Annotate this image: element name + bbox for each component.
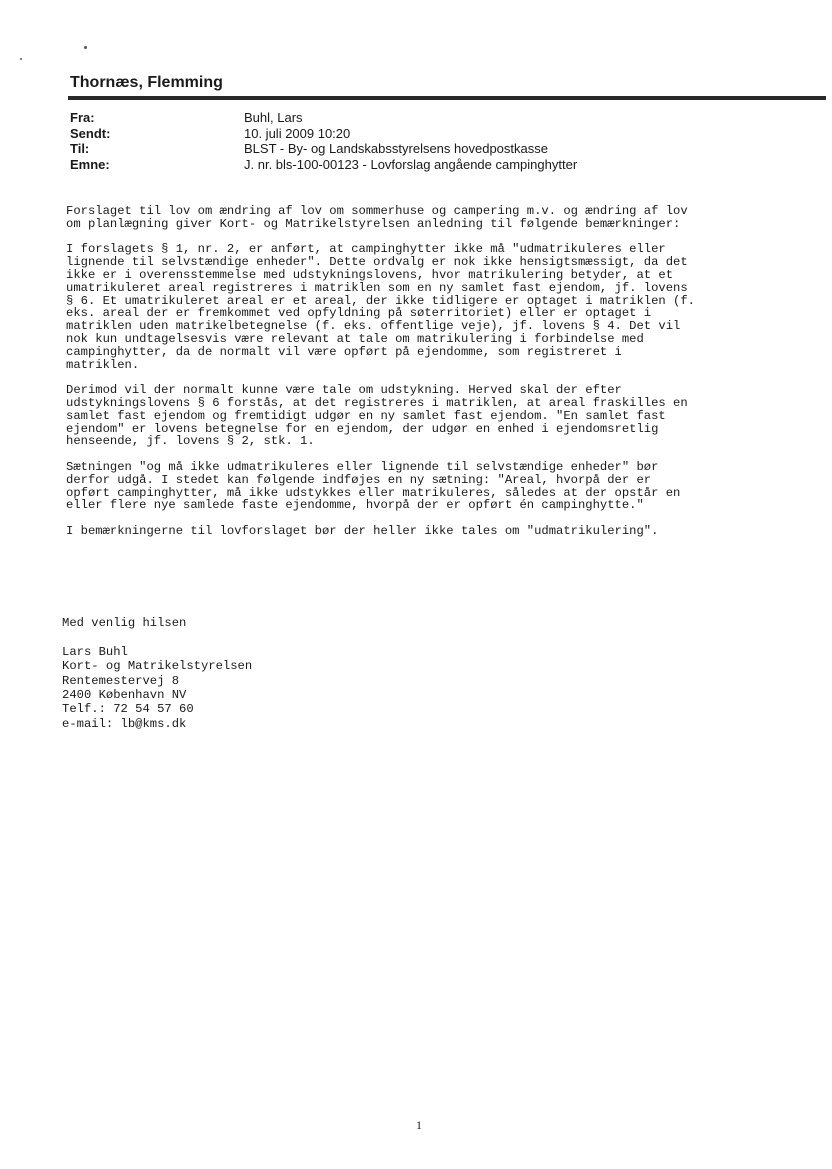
header-label: Emne: [70,156,110,172]
signature-block [62,616,252,731]
header-row-subject [70,157,577,173]
closing-greeting: Med venlig hilsen [62,616,187,630]
body-line: Sætningen "og må ikke udmatrikuleres eller lignende til selvstændige enheder" bør [66,459,659,474]
body-line: udstykningslovens § 6 forstås, at det registreres i matriklen, at areal fraskilles en [66,395,688,410]
header-row-from [70,110,577,126]
document-title: Thornæs, Flemming [70,74,223,91]
signature-line: Telf.: 72 54 57 60 [62,702,194,717]
body-line: matriklen uden matrikelbetegnelse (f. eks. offentlige veje), jf. lovens § 4. Det vil [66,319,681,334]
body-line: I forslagets § 1, nr. 2, er anført, at campinghytter ikke må "udmatrikuleres eller [66,242,666,257]
body-paragraph [66,205,786,231]
body-line: lignende til selvstændige enheder". Dette ordvalg er nok ikke hensigtsmæssigt, da det [66,255,688,270]
header-value: 10. juli 2009 10:20 [244,125,351,141]
body-line: eks. areal der er fremkommet ved opfyldning på søterritoriet) eller er optaget i [66,306,652,321]
header-value: BLST - By- og Landskabsstyrelsens hovedpostkasse [244,141,548,156]
signature-lines [62,645,252,731]
body-line: nok kun undtagelsesvis være relevant at tale om matrikulering i forbindelse med [66,331,644,346]
body-line: § 6. Et umatrikuleret areal er et areal, der ikke tidligere er optaget i matriklen (f. [66,293,695,308]
body-line: ikke er i overensstemmelse med udstykningslovens, hvor matrikulering betyder, at et [66,267,674,282]
body-paragraph [66,525,786,538]
signature-line: 2400 København NV [62,688,187,703]
body-line: opført campinghytter, må ikke udstykkes eller matrikuleres, således at der opstår en [66,485,681,500]
header-label: Fra: [70,110,95,125]
header-value: J. nr. bls-100-00123 - Lovforslag angående campinghytter [244,156,578,172]
scan-speck [20,58,22,60]
header-value: Buhl, Lars [244,110,303,125]
title-rule [68,96,826,100]
signature-line: Rentemestervej 8 [62,673,180,688]
body-line: Derimod vil der normalt kunne være tale om udstykning. Herved skal der efter [66,383,622,398]
body-line: matriklen. [66,357,140,372]
body-line: eller flere nye samlede faste ejendomme, hvorpå der er opført én campinghytte." [66,498,644,513]
email-header [70,110,577,172]
header-row-to [70,141,577,157]
letter-body [66,205,786,551]
signature-line: e-mail: lb@kms.dk [62,716,187,731]
header-row-sent [70,126,577,142]
body-line: campinghytter, da de normalt vil være opført på ejendomme, som registreret i [66,344,622,359]
body-line: om planlægning giver Kort- og Matrikelstyrelsen anledning til følgende bemærkninger: [66,216,681,231]
body-line: samlet fast ejendom og fremtidigt udgør en ny samlet fast ejendom. "En samlet fast [66,408,666,423]
body-paragraph [66,461,786,512]
body-line: ejendom" er lovens betegnelse for en ejendom, der udgør en enhed i ejendomsretlig [66,421,659,436]
body-line: I bemærkningerne til lovforslaget bør der heller ikke tales om "udmatrikulering". [66,523,659,538]
signature-line: Lars Buhl [62,644,128,659]
body-line: Forslaget til lov om ændring af lov om sommerhuse og campering m.v. og ændring af lov [66,204,688,218]
body-line: henseende, jf. lovens § 2, stk. 1. [66,434,315,449]
scan-speck [84,46,87,49]
header-label: Til: [70,141,90,156]
page-number: 1 [416,1118,422,1132]
body-line: umatrikuleret areal registreres i matriklen som en ny samlet fast ejendom, jf. lovens [66,280,688,295]
signature-line: Kort- og Matrikelstyrelsen [62,659,253,674]
header-label: Sendt: [70,125,111,141]
body-line: derfor udgå. I stedet kan følgende indføjes en ny sætning: "Areal, hvorpå der er [66,472,652,487]
body-paragraph [66,243,786,371]
body-paragraph [66,384,786,448]
